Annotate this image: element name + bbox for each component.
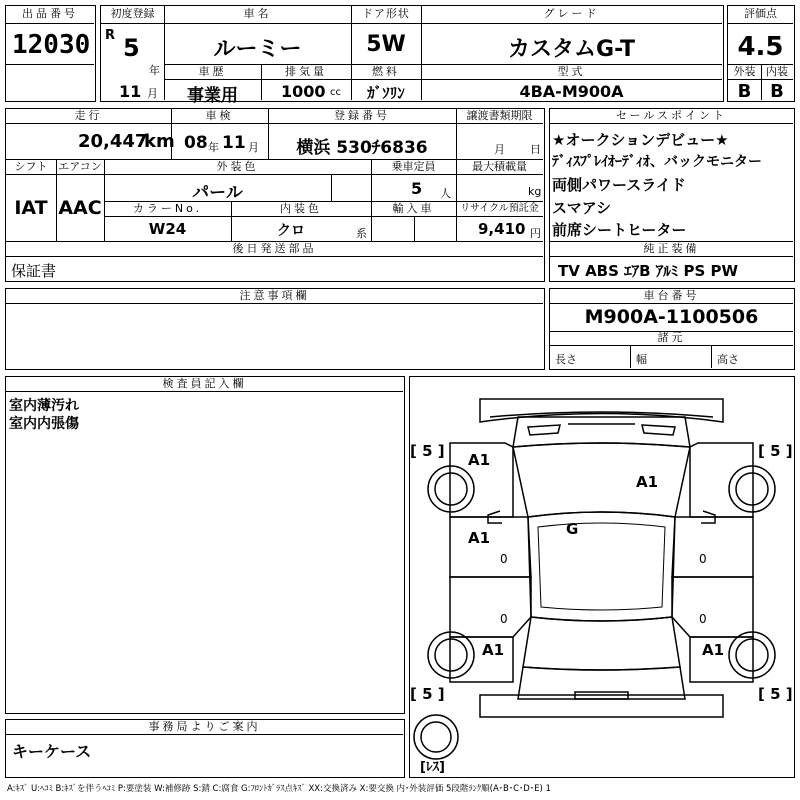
- fuel-label: 燃料: [372, 65, 400, 78]
- first-reg-box: [100, 5, 724, 106]
- capacity-label: 乗車定員: [391, 160, 436, 173]
- color-no-value: W24: [148, 220, 187, 238]
- sales-point-4: スマアシ: [552, 199, 612, 217]
- mileage-unit: km: [144, 131, 175, 152]
- car-diagram-box: [409, 376, 795, 778]
- car-diagram: [410, 377, 793, 776]
- front-left-door: [450, 517, 531, 577]
- details-box: [5, 108, 545, 282]
- rear-right-door: [672, 577, 753, 637]
- mark-g-windshield: G: [566, 520, 579, 538]
- shift-label: シフト: [14, 160, 48, 173]
- chassis-value: M900A-1100506: [584, 306, 759, 328]
- tire-label-rr: [ 5 ]: [758, 685, 793, 703]
- year-unit: 年: [149, 64, 160, 77]
- recycle-unit: 円: [530, 227, 541, 240]
- tire-label-fl: [ 5 ]: [410, 442, 445, 460]
- chassis-box: [549, 288, 795, 370]
- legend: A:ｷｽﾞ U:ﾍｺﾐ B:ｷｽﾞを伴うﾍｺﾐ P:要塗装 W:補修跡 S:錆 C:腐食 G:ﾌﾛﾝﾄｶﾞﾗｽ点ｷｽﾞ XX:交換済み X:要交換 内･外装評価 5段階ﾗﾝｸ順(A･B･C･D･E) 1: [7, 784, 551, 794]
- inspection-month: 11: [222, 133, 246, 153]
- chassis-label: 車台番号: [643, 289, 700, 302]
- month-unit: 月: [147, 87, 158, 100]
- recycle-label: リサイクル預託金: [460, 203, 539, 214]
- first-reg-month: 11: [119, 82, 142, 101]
- displacement-label: 排気量: [285, 65, 327, 78]
- mark-a1-rear-left: A1: [482, 641, 505, 659]
- int-color-unit: 系: [356, 227, 367, 240]
- first-reg-year: 5: [123, 34, 140, 62]
- recycle-value: 9,410: [478, 220, 526, 238]
- zero-mark-4: 0: [699, 612, 707, 626]
- front-right-fender: [690, 443, 753, 517]
- mark-a1-left-door: A1: [468, 529, 491, 547]
- mileage-value: 20,447: [78, 131, 148, 152]
- notes-box: [5, 288, 545, 370]
- fuel-value: ｶﾞｿﾘﾝ: [367, 84, 405, 102]
- mark-a1-front-left-fender: A1: [468, 451, 491, 469]
- transfer-label: 譲渡書類期限: [466, 109, 533, 122]
- model-value: 4BA-M900A: [519, 82, 624, 101]
- shift-value: IAT: [14, 197, 48, 219]
- lot-label: 出品番号: [22, 7, 78, 20]
- score-box: [727, 5, 795, 102]
- office-label: 事務局よりご案内: [148, 720, 261, 733]
- displacement-unit: cc: [330, 87, 341, 98]
- reg-no-value: 横浜 530ﾁ6836: [296, 138, 428, 158]
- deferred-label: 後日発送部品: [232, 242, 317, 255]
- spec-width: 幅: [636, 353, 647, 366]
- reg-no-label: 登録番号: [334, 109, 390, 122]
- specs-label: 諸元: [657, 331, 686, 344]
- ext-color-label: 外装色: [216, 160, 259, 173]
- int-color-label: 内装色: [280, 202, 322, 215]
- ext-label: 外装: [733, 65, 756, 78]
- ac-value: AAC: [58, 197, 102, 219]
- zero-mark-2: 0: [500, 612, 508, 626]
- inspector-box: [5, 376, 405, 714]
- ext-score: B: [737, 81, 752, 102]
- mileage-label: 走行: [74, 109, 103, 122]
- zero-mark-3: 0: [699, 552, 707, 566]
- history-label: 車歴: [198, 65, 227, 78]
- inspector-label: 検査員記入欄: [162, 377, 247, 390]
- transfer-day-unit: 日: [530, 143, 541, 156]
- tailgate: [518, 667, 685, 699]
- ac-label: エアコン: [58, 160, 102, 173]
- capacity-unit: 人: [440, 187, 451, 200]
- sales-point-3: 両側パワースライド: [552, 176, 686, 194]
- notes-label: 注意事項欄: [239, 289, 310, 302]
- score-label: 評価点: [744, 7, 777, 20]
- history-value: 事業用: [187, 86, 238, 106]
- office-box: [5, 719, 405, 778]
- lot-number: 12030: [12, 30, 91, 60]
- int-score: B: [770, 81, 784, 102]
- deferred-value: 保証書: [11, 262, 57, 280]
- office-value: キーケース: [12, 742, 92, 761]
- sales-point-2: ﾃﾞｨｽﾌﾟﾚｲｵｰﾃﾞｨｵ、バックモニター: [552, 154, 762, 170]
- tire-label-rl: [ 5 ]: [410, 685, 445, 703]
- ext-color-value: パール: [192, 183, 243, 203]
- front-right-door: [672, 517, 753, 577]
- inspection-month-unit: 月: [248, 141, 259, 154]
- roof: [528, 512, 675, 621]
- rear-glass: [523, 617, 680, 670]
- max-load-unit: kg: [528, 185, 542, 198]
- spare-label: [ﾚｽ]: [420, 760, 445, 775]
- import-label: 輸入車: [392, 202, 435, 215]
- door-value: 5W: [366, 32, 406, 57]
- inspection-year-unit: 年: [208, 141, 219, 154]
- mark-a1-front-right: A1: [636, 473, 659, 491]
- score-value: 4.5: [737, 32, 784, 62]
- mark-a1-rear-right: A1: [702, 641, 725, 659]
- inspection-year: 08: [184, 133, 208, 153]
- car-name: ルーミー: [213, 37, 302, 62]
- grade-label: グレード: [543, 7, 600, 20]
- transfer-month-unit: 月: [494, 143, 505, 156]
- capacity-value: 5: [411, 179, 423, 198]
- front-bumper: [480, 399, 723, 422]
- int-color-value: クロ: [277, 223, 305, 239]
- sales-points-label: セールスポイント: [615, 109, 727, 122]
- grade-value: カスタムG-T: [508, 37, 635, 62]
- equipment-value: TV ABS ｴｱB ｱﾙﾐ PS PW: [558, 262, 739, 280]
- rear-left-door: [450, 577, 531, 637]
- model-label: 型式: [557, 65, 586, 78]
- max-load-label: 最大積載量: [472, 160, 527, 173]
- sales-point-5: 前席シートヒーター: [552, 221, 687, 239]
- displacement-value: 1000: [281, 82, 326, 101]
- door-label: ドア形状: [362, 7, 410, 20]
- era: R: [105, 28, 116, 43]
- inspector-line-1: 室内薄汚れ: [9, 398, 79, 414]
- equipment-label: 純正装備: [643, 242, 700, 255]
- inspector-line-2: 室内内張傷: [9, 416, 79, 432]
- lot-box: [5, 5, 96, 102]
- tire-label-fr: [ 5 ]: [758, 442, 793, 460]
- first-reg-label: 初度登録: [110, 7, 155, 20]
- sales-point-1: ★オークションデビュー★: [552, 131, 729, 149]
- car-name-label: 車名: [243, 7, 272, 20]
- zero-mark-1: 0: [500, 552, 508, 566]
- inspection-label: 車検: [205, 109, 234, 122]
- spec-height: 高さ: [717, 353, 739, 366]
- spec-length: 長さ: [555, 353, 577, 366]
- int-label: 内装: [766, 65, 788, 78]
- sales-points-box: [549, 108, 795, 282]
- color-no-label: カラーNo.: [132, 202, 203, 215]
- windshield: [513, 443, 690, 517]
